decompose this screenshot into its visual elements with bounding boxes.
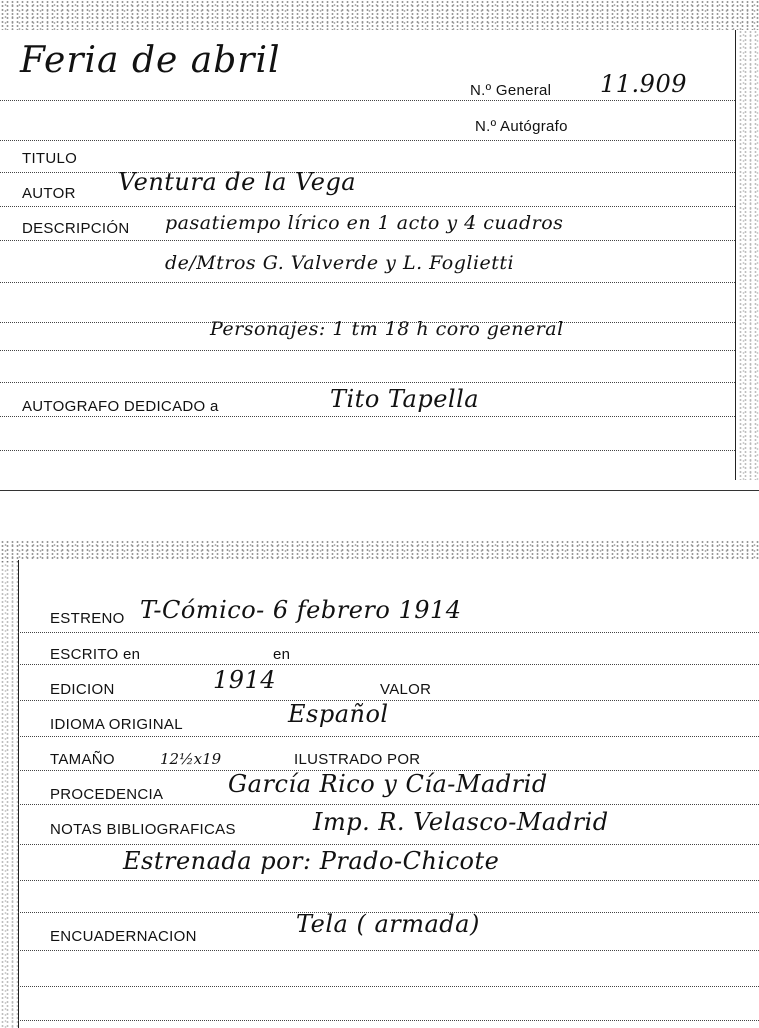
edicion-label: EDICION [50,681,115,698]
edicion-value: 1914 [213,666,277,694]
tamano-label: TAMAÑO [50,751,115,768]
idioma-value: Español [288,700,389,728]
descripcion-label: DESCRIPCIÓN [22,220,130,237]
procedencia-value: García Rico y Cía-Madrid [228,770,548,798]
notas-value: Imp. R. Velasco-Madrid [313,808,609,836]
estreno-label: ESTRENO [50,610,125,627]
descripcion-line-2: de/Mtros G. Valverde y L. Foglietti [165,252,515,274]
scan-noise-right [738,30,759,480]
escrito-label: ESCRITO en [50,646,141,663]
encuadernacion-label: ENCUADERNACION [50,928,197,945]
procedencia-label: PROCEDENCIA [50,786,164,803]
play-title-handwritten: Feria de abril [20,40,281,81]
encuadernacion-value: Tela ( armada) [296,910,480,938]
autografo-number-label: N.º Autógrafo [475,118,568,135]
top-catalog-card [0,0,740,482]
ilustrado-label: ILUSTRADO POR [294,751,421,768]
autor-value: Ventura de la Vega [118,168,357,196]
idioma-label: IDIOMA ORIGINAL [50,716,183,733]
scan-noise-bottom-card-top [0,540,759,562]
titulo-label: TITULO [22,150,78,167]
general-number-label: N.º General [470,82,552,99]
estreno-value: T-Cómico- 6 febrero 1914 [140,596,462,624]
scan-noise-top [0,0,759,30]
autor-label: AUTOR [22,185,76,202]
dedicado-label: AUTOGRAFO DEDICADO a [22,398,219,415]
dedicado-value: Tito Tapella [330,385,480,413]
escrito-en-label: en [273,646,291,663]
notas-label: NOTAS BIBLIOGRAFICAS [50,821,236,838]
personajes-note: Personajes: 1 tm 18 h coro general [210,318,564,340]
notas-line-2: Estrenada por: Prado-Chicote [123,847,500,875]
bottom-catalog-card [18,560,759,1028]
general-number-value: 11.909 [600,70,687,98]
scan-noise-left [0,560,18,1028]
tamano-value: 12½x19 [160,750,222,768]
descripcion-line-1: pasatiempo lírico en 1 acto y 4 cuadros [165,212,564,234]
valor-label: VALOR [380,681,432,698]
